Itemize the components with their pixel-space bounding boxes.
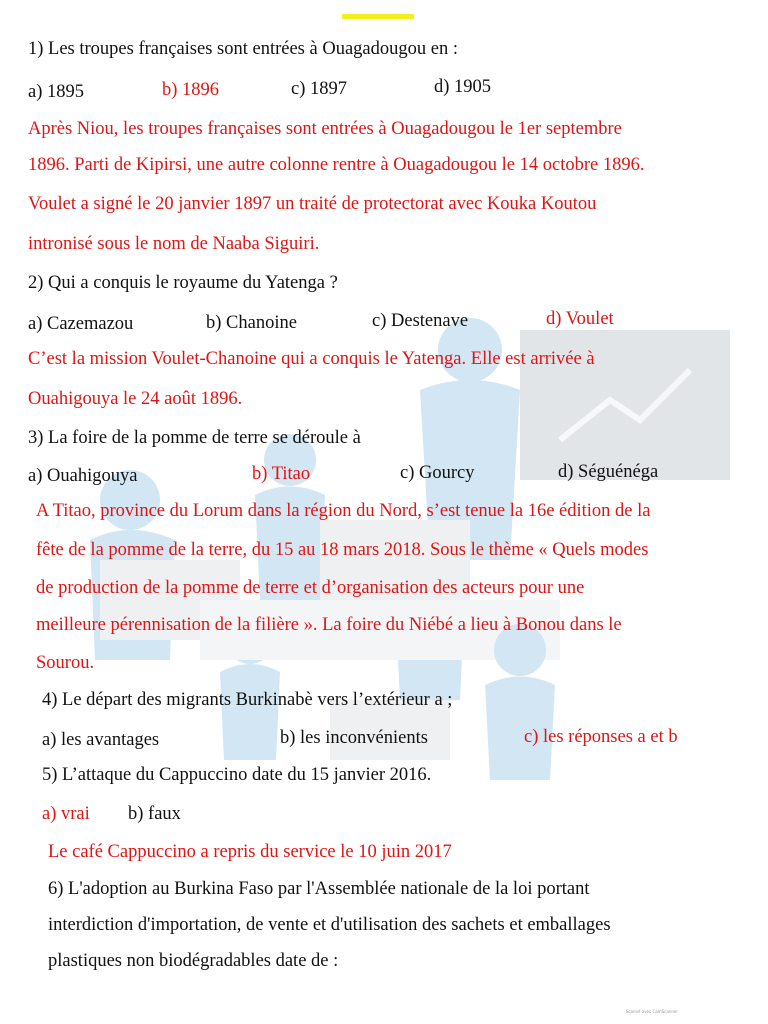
q1-option-d: d) 1905 xyxy=(434,77,492,97)
q5-option-a-correct: a) vrai xyxy=(42,804,90,824)
q3-option-c: c) Gourcy xyxy=(400,463,475,483)
q3-option-a: a) Ouahigouya xyxy=(28,466,138,486)
q4-option-c-correct: c) les réponses a et b xyxy=(524,727,678,747)
q1-option-c: c) 1897 xyxy=(291,79,347,99)
q3-answer-line: A Titao, province du Lorum dans la région du Nord, s’est tenue la 16e édition de la xyxy=(36,501,651,521)
q2-answer-line: Ouahigouya le 24 août 1896. xyxy=(28,389,243,409)
q1-answer-line: Voulet a signé le 20 janvier 1897 un traité de protectorat avec Kouka Koutou xyxy=(28,194,597,214)
q3-answer-line: de production de la pomme de terre et d’organisation des acteurs pour une xyxy=(36,578,585,598)
q1-answer-line: 1896. Parti de Kipirsi, une autre colonne rentre à Ouagadougou le 14 octobre 1896. xyxy=(28,155,645,175)
q6-question-line: plastiques non biodégradables date de : xyxy=(48,951,339,971)
q3-answer-line: fête de la pomme de la terre, du 15 au 18 mars 2018. Sous le thème « Quels modes xyxy=(36,540,649,560)
q5-question: 5) L’attaque du Cappuccino date du 15 janvier 2016. xyxy=(42,765,432,785)
q1-question: 1) Les troupes françaises sont entrées à Ouagadougou en : xyxy=(28,39,458,59)
q1-option-b-correct: b) 1896 xyxy=(162,80,220,100)
q5-answer-line: Le café Cappuccino a repris du service le 10 juin 2017 xyxy=(48,842,452,862)
q1-answer-line: Après Niou, les troupes françaises sont entrées à Ouagadougou le 1er septembre xyxy=(28,119,622,139)
q6-question-line: interdiction d'importation, de vente et d'utilisation des sachets et emballages xyxy=(48,915,611,935)
q1-option-a: a) 1895 xyxy=(28,82,84,102)
q3-question: 3) La foire de la pomme de terre se déroule à xyxy=(28,428,361,448)
scanner-caption: Scanné avec CamScanner xyxy=(625,1009,678,1014)
q4-option-b: b) les inconvénients xyxy=(280,728,428,748)
q3-option-b-correct: b) Titao xyxy=(252,464,311,484)
q2-option-d-correct: d) Voulet xyxy=(546,309,614,329)
q4-question: 4) Le départ des migrants Burkinabè vers l’extérieur a ; xyxy=(42,690,453,710)
q2-option-c: c) Destenave xyxy=(372,311,469,331)
q2-answer-line: C’est la mission Voulet-Chanoine qui a conquis le Yatenga. Elle est arrivée à xyxy=(28,349,595,369)
q6-question-line: 6) L'adoption au Burkina Faso par l'Assemblée nationale de la loi portant xyxy=(48,879,590,899)
q3-option-d: d) Séguénéga xyxy=(558,462,659,482)
q2-question: 2) Qui a conquis le royaume du Yatenga ? xyxy=(28,273,338,293)
top-highlight-mark xyxy=(342,14,414,19)
q3-answer-line: Sourou. xyxy=(36,653,95,673)
q2-option-b: b) Chanoine xyxy=(206,313,297,333)
q2-option-a: a) Cazemazou xyxy=(28,314,134,334)
q4-option-a: a) les avantages xyxy=(42,730,160,750)
q3-answer-line: meilleure pérennisation de la filière ». La foire du Niébé a lieu à Bonou dans le xyxy=(36,615,622,635)
q1-answer-line: intronisé sous le nom de Naaba Siguiri. xyxy=(28,234,320,254)
q5-option-b: b) faux xyxy=(128,804,181,824)
